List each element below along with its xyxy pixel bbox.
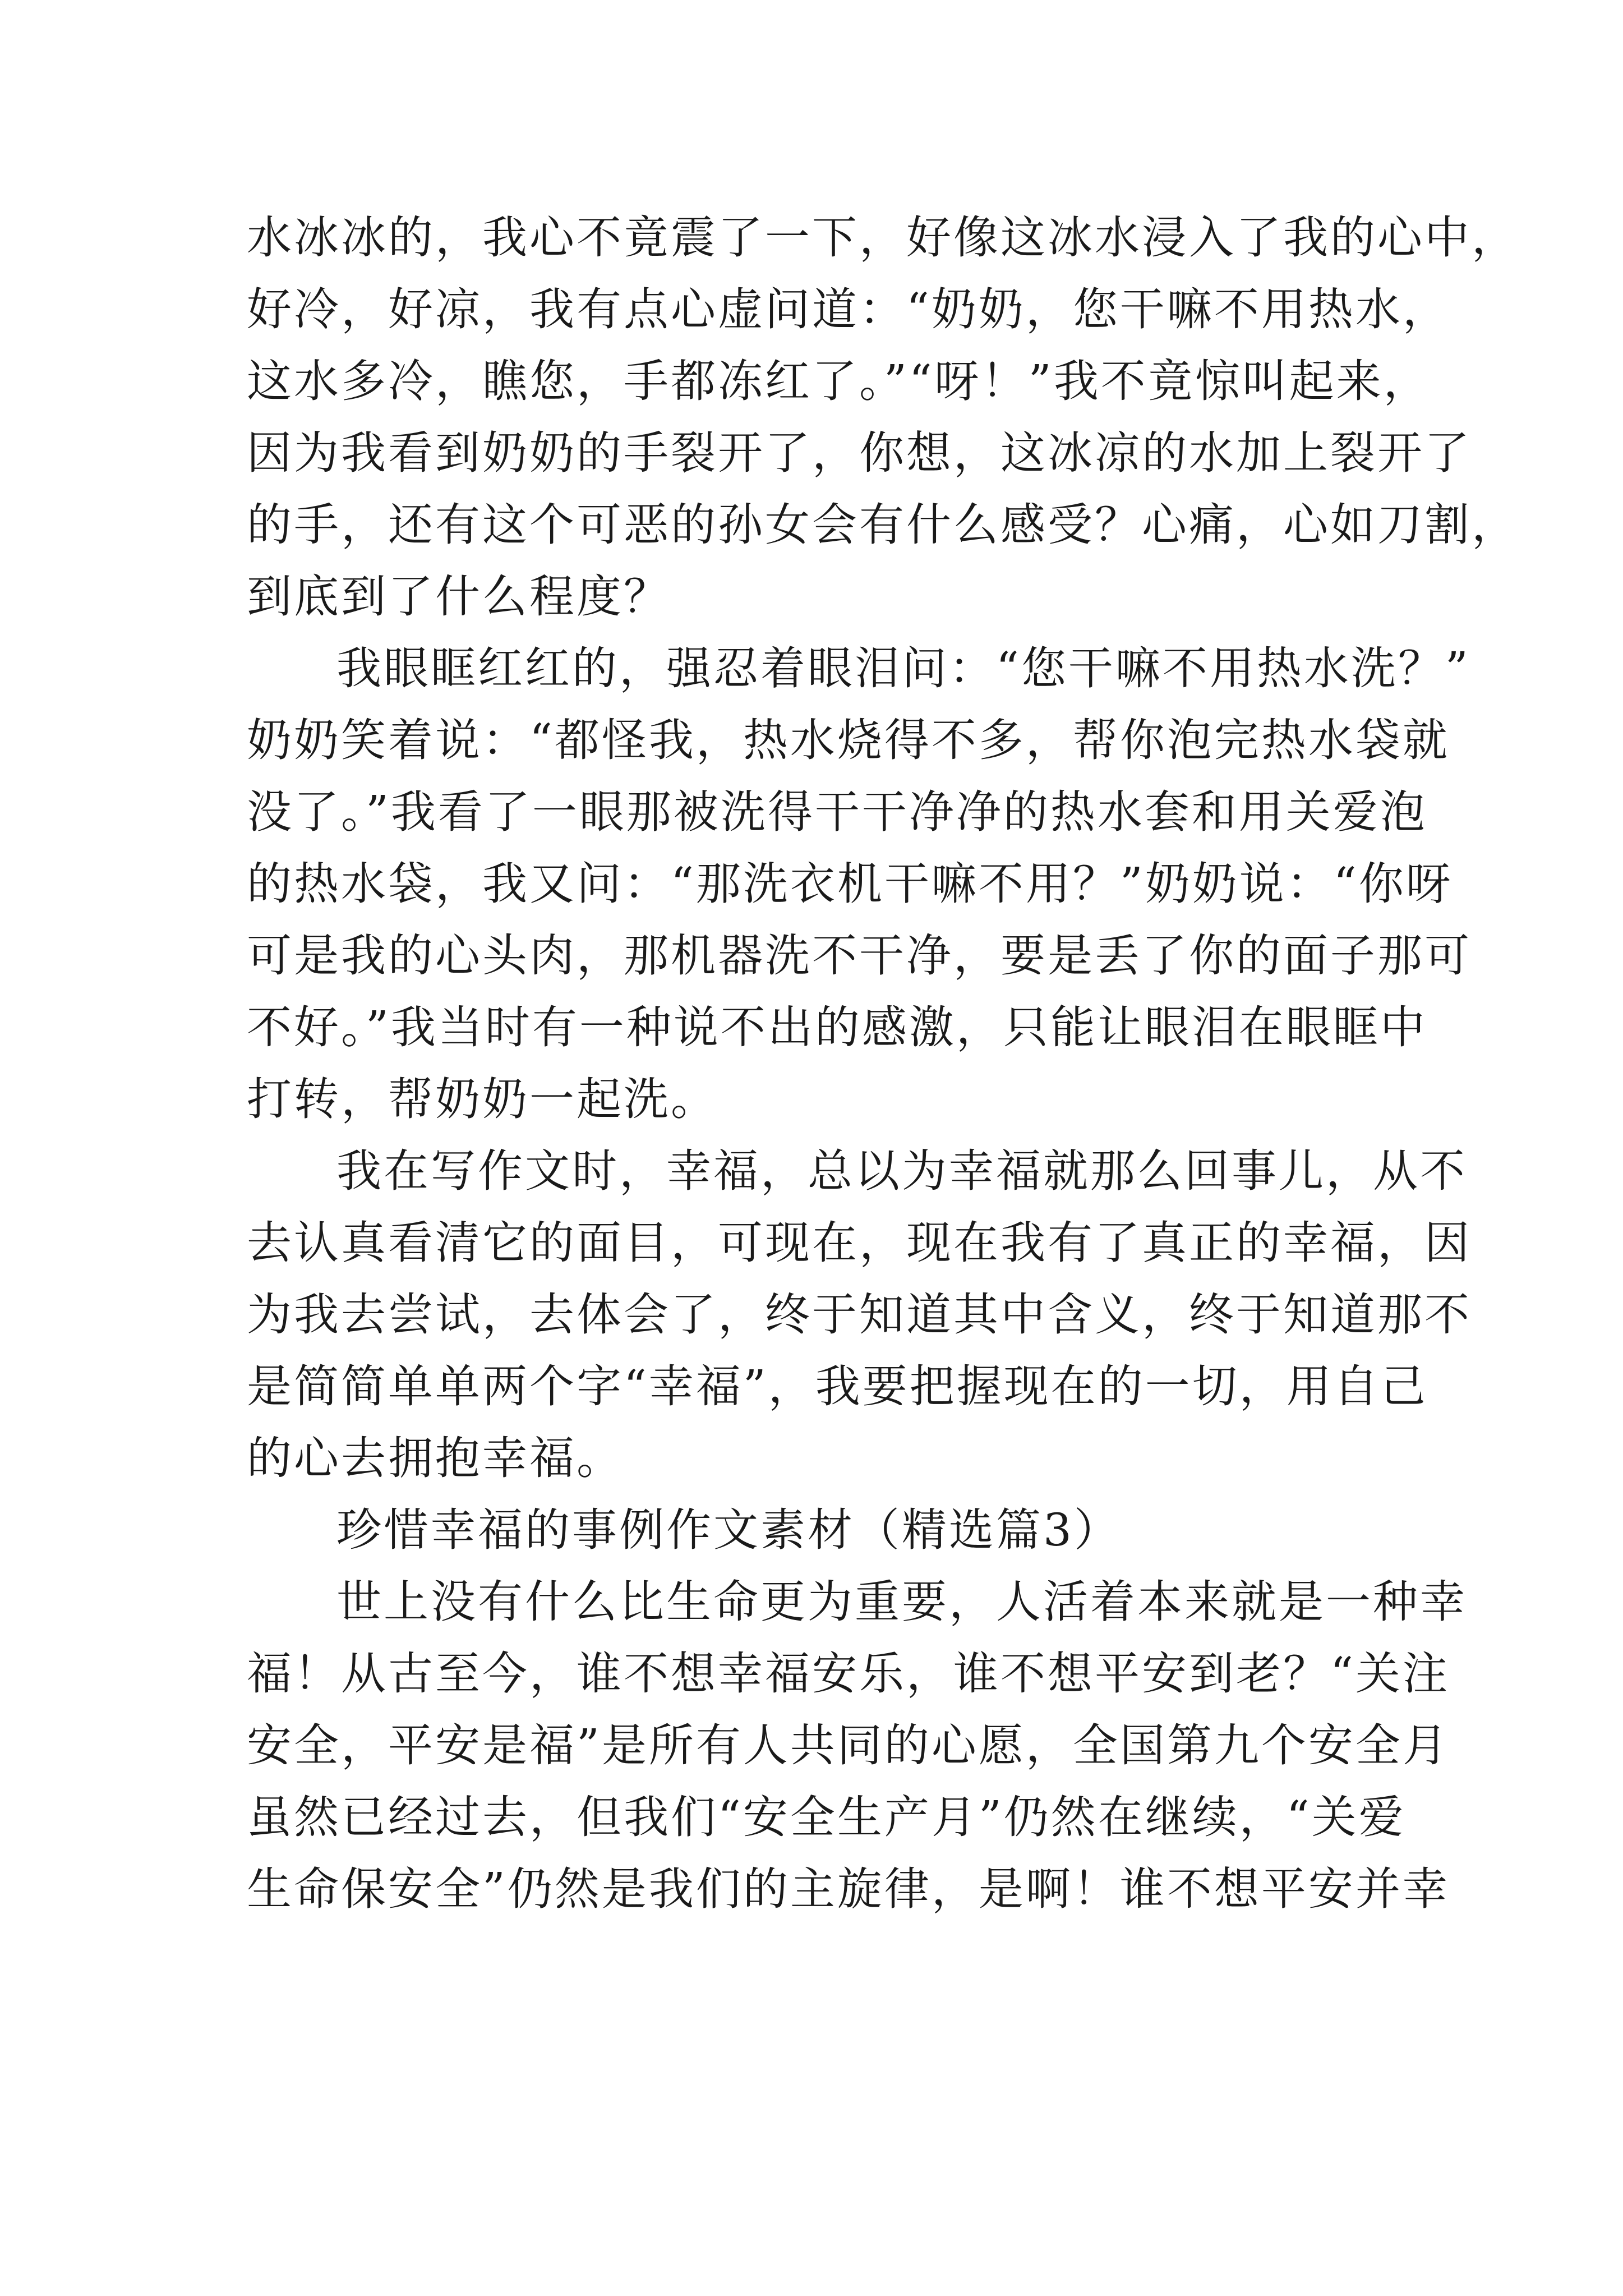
text-line: 因为我看到奶奶的手裂开了，你想，这冰凉的水加上裂开了	[247, 427, 1472, 479]
text-line: 奶奶笑着说：“都怪我，热水烧得不多，帮你泡完热水袋就	[247, 714, 1450, 766]
text-line: 福！从古至今，谁不想幸福安乐，谁不想平安到老？“关注	[247, 1648, 1450, 1700]
section-heading: 珍惜幸福的事例作文素材（精选篇3）	[336, 1504, 1121, 1556]
text-line: 没了。”我看了一眼那被洗得干干净净的热水套和用关爱泡	[247, 786, 1427, 838]
text-line: 好冷，好凉，我有点心虚问道：“奶奶，您干嘛不用热水，	[247, 283, 1450, 335]
text-line: 水冰冰的，我心不竟震了一下，好像这冰水浸入了我的心中，	[247, 211, 1519, 264]
text-line: 这水多冷，瞧您，手都冻红了。”“呀！”我不竟惊叫起来，	[247, 355, 1431, 407]
text-line: 的心去拥抱幸福。	[247, 1432, 624, 1484]
document-body	[247, 202, 1519, 1925]
text-line: 可是我的心头肉，那机器洗不干净，要是丢了你的面子那可	[247, 930, 1472, 982]
text-line: 的手，还有这个可恶的孙女会有什么感受？心痛，心如刀割，	[247, 499, 1519, 551]
text-line: 不好。”我当时有一种说不出的感激，只能让眼泪在眼眶中	[247, 1001, 1427, 1053]
paragraph-first-line: 世上没有什么比生命更为重要，人活着本来就是一种幸	[336, 1576, 1467, 1628]
text-line: 去认真看清它的面目，可现在，现在我有了真正的幸福，因	[247, 1217, 1472, 1269]
text-line: 是简简单单两个字“幸福”，我要把握现在的一切，用自己	[247, 1360, 1428, 1412]
text-line: 虽然已经过去，但我们“安全生产月”仍然在继续，“关爱	[247, 1791, 1406, 1843]
text-line: 为我去尝试，去体会了，终于知道其中含义，终于知道那不	[247, 1289, 1472, 1341]
text-line: 安全，平安是福”是所有人共同的心愿，全国第九个安全月	[247, 1719, 1450, 1772]
paragraph-first-line: 我在写作文时，幸福，总以为幸福就那么回事儿，从不	[336, 1145, 1467, 1197]
paragraph-first-line: 我眼眶红红的，强忍着眼泪问：“您干嘛不用热水洗？”	[336, 642, 1470, 694]
text-line: 打转，帮奶奶一起洗。	[247, 1073, 718, 1125]
text-line: 生命保安全”仍然是我们的主旋律，是啊！谁不想平安并幸	[247, 1863, 1450, 1915]
text-line: 到底到了什么程度？	[247, 570, 671, 623]
text-line: 的热水袋，我又问：“那洗衣机干嘛不用？”奶奶说：“你呀	[247, 858, 1453, 910]
